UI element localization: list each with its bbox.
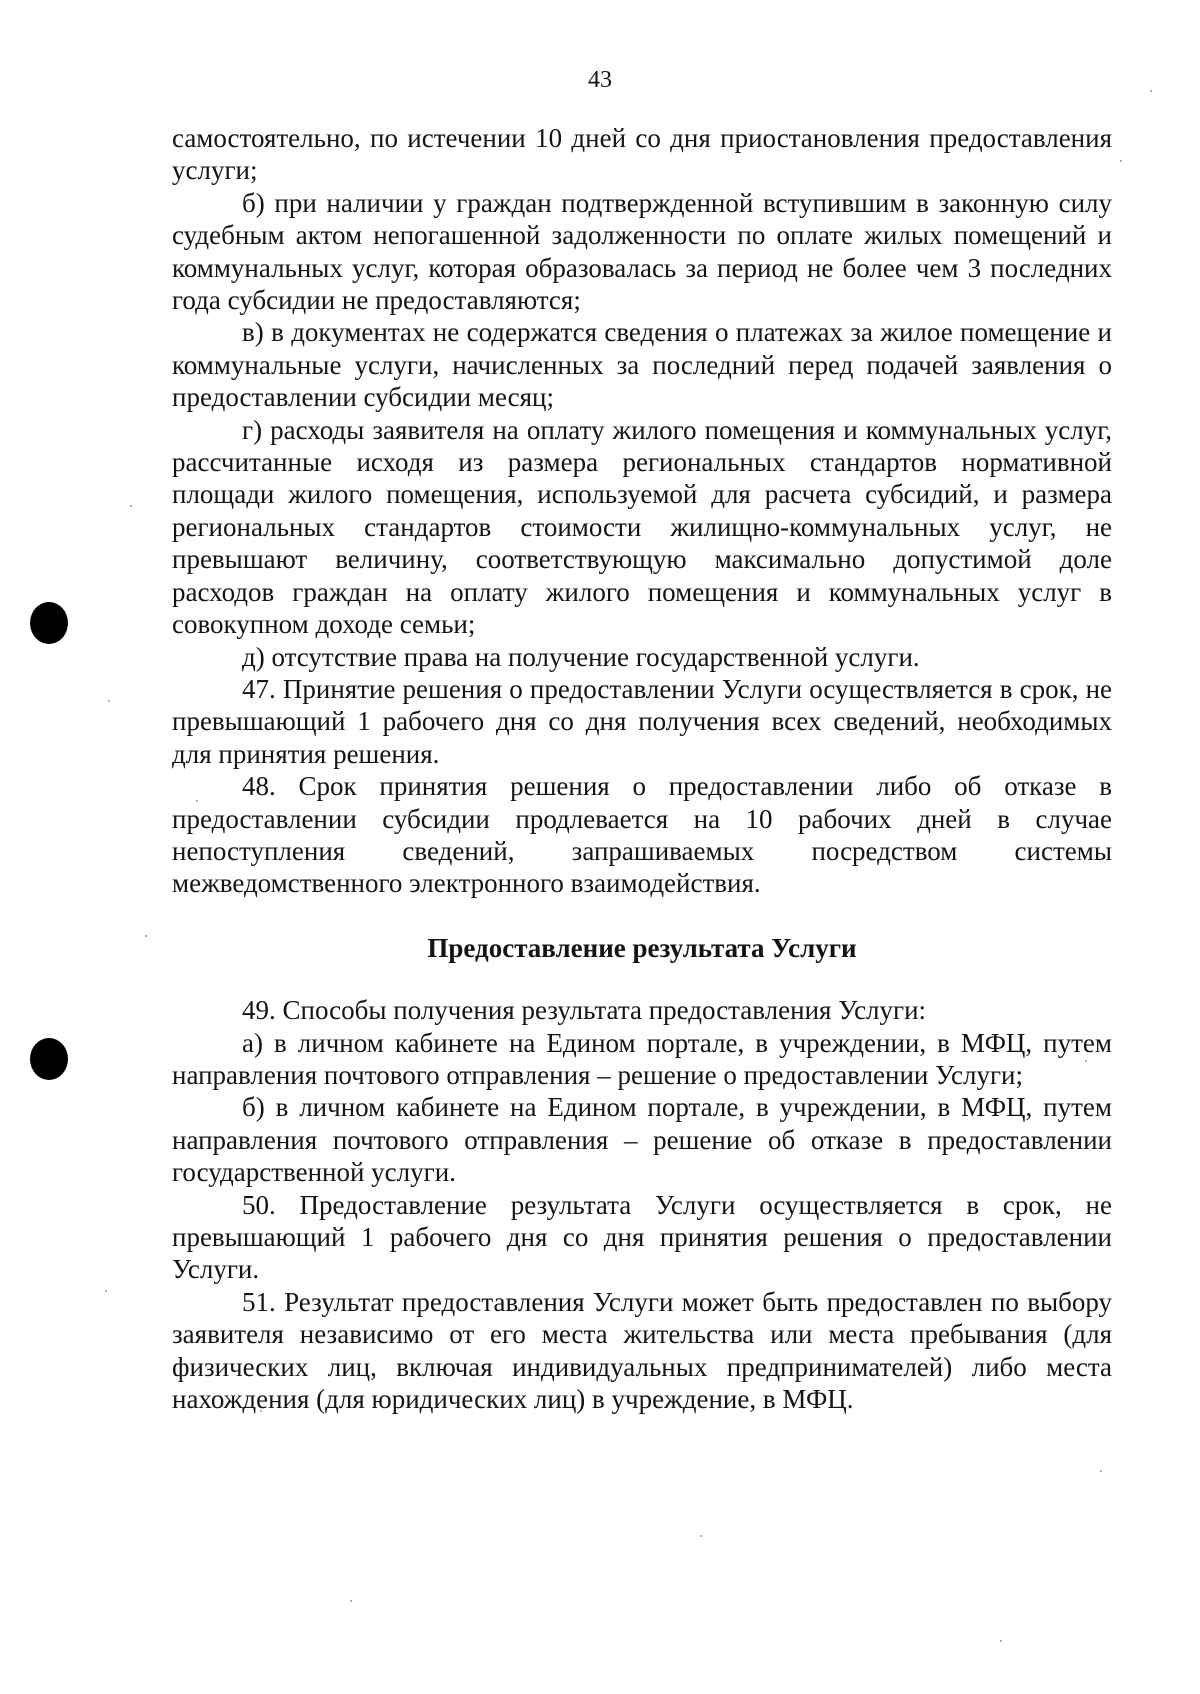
paragraph-item-g: г) расходы заявителя на оплату жилого помещения и коммунальных услуг, рассчитанные исходя из размера региональных стандартов нормативной площади жилого помещения, используемой для расчета субсидий, и размера региональных стандартов стоимости жилищно-коммунальных услуг, не превышают величину, соответствующую максимально допустимой доле расходов граждан на оплату жилого помещения и коммунальных услуг в совокупном доходе семьи; — [172, 414, 1112, 640]
paragraph-item-d: д) отсутствие права на получение государственной услуги. — [242, 641, 920, 672]
paragraph-47: 47. Принятие решения о предоставлении Услуги осуществляется в срок, не превышающий 1 рабочего дня со дня получения всех сведений, необходимых для принятия решения. — [172, 673, 1112, 769]
paragraph-continuation: самостоятельно, по истечении 10 дней со дня приостановления предоставления услуги; — [172, 123, 1112, 186]
punch-hole-upper — [30, 602, 68, 644]
paragraph-49-b: б) в личном кабинете на Едином портале, в учреждении, в МФЦ, путем направления почтового отправления – решение об отказе в предоставлении государственной услуги. — [172, 1092, 1112, 1188]
paragraph-49-a: а) в личном кабинете на Едином портале, в учреждении, в МФЦ, путем направления почтового отправления – решение о предоставлении Услуги; — [172, 1027, 1112, 1090]
paragraph-item-b: б) при наличии у граждан подтвержденной вступившим в законную силу судебным актом непогашенной задолженности по оплате жилых помещений и коммунальных услуг, которая образовалась за период не более чем 3 последних года субсидии не предоставляются; — [172, 187, 1112, 316]
paragraphs-before-heading — [172, 122, 1112, 900]
document-body — [172, 122, 1112, 1415]
page-number: 43 — [588, 67, 612, 93]
paragraph-51: 51. Результат предоставления Услуги может быть предоставлен по выбору заявителя независимо от его места жительства или места пребывания (для физических лиц, включая индивидуальных предпринимателей) либо места нахождения (для юридических лиц) в учреждение, в МФЦ. — [172, 1286, 1112, 1415]
punch-hole-lower — [30, 1038, 68, 1080]
paragraph-49: 49. Способы получения результата предоставления Услуги: — [242, 995, 927, 1026]
paragraph-50: 50. Предоставление результата Услуги осуществляется в срок, не превышающий 1 рабочего дня со дня принятия решения о предоставлении Услуги. — [172, 1189, 1112, 1285]
paragraph-48: 48. Срок принятия решения о предоставлении либо об отказе в предоставлении субсидии продлевается на 10 рабочих дней в случае непоступления сведений, запрашиваемых посредством системы межведомственного электронного взаимодействия. — [172, 771, 1112, 899]
section-heading: Предоставление результата Услуги — [427, 932, 857, 963]
paragraphs-after-heading — [172, 994, 1112, 1415]
paragraph-item-v: в) в документах не содержатся сведения о платежах за жилое помещение и коммунальные услуги, начисленных за последний перед подачей заявления о предоставлении субсидии месяц; — [172, 317, 1112, 413]
